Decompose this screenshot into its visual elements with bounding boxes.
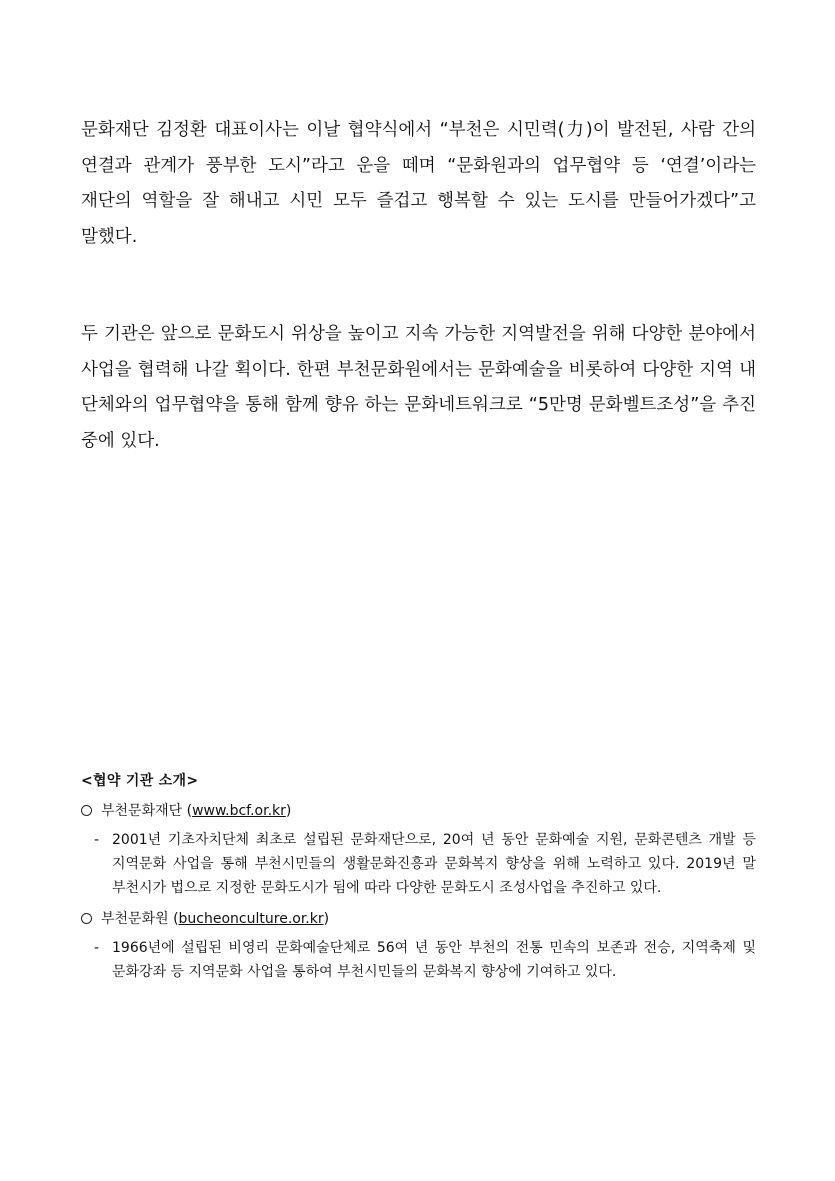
org-description-text: 1966년에 설립된 비영리 문화예술단체로 56여 년 동안 부천의 전통 민속의 보존과 전승, 지역축제 및 문화강좌 등 지역문화 사업을 통하여 부천시민들의 문화복지 향상에 기여하고 있다.: [112, 940, 756, 980]
org-website-link[interactable]: bucheonculture.or.kr: [178, 911, 324, 927]
agreement-institutions-section: [81, 770, 756, 992]
org-entry-bucheon-cultural-center: [81, 908, 756, 930]
dash-bullet: -: [94, 832, 100, 848]
circle-bullet-icon: [81, 805, 92, 816]
paren-close: ): [323, 911, 330, 927]
org-description-text: 2001년 기초자치단체 최초로 설립된 문화재단으로, 20여 년 동안 문화예술 지원, 문화콘텐츠 개발 등 지역문화 사업을 통해 부천시민들의 생활문화진흥과 문화복지 향상을 위해 노력하고 있다. 2019년 말 부천시가 법으로 지정한 문화도시가 됨에 따라 다양한 문화도시 조성사업을 추진하고 있다.: [112, 832, 756, 896]
org-name: 부천문화재단: [101, 803, 183, 819]
org-name: 부천문화원: [101, 911, 169, 927]
paren-open: (: [186, 803, 193, 819]
org-entry-bucheon-cultural-foundation: [81, 800, 756, 822]
body-paragraph-cooperation-plan: 두 기관은 앞으로 문화도시 위상을 높이고 지속 가능한 지역발전을 위해 다양한 분야에서 사업을 협력해 나갈 획이다. 한편 부천문화원에서는 문화예술을 비롯하여 다양한 지역 내 단체와의 업무협약을 통해 함께 향유 하는 문화네트워크로 “5만명 문화벨트조성”을 추진 중에 있다.: [81, 324, 756, 451]
org-description: [81, 936, 756, 984]
org-website-link[interactable]: www.bcf.or.kr: [192, 803, 286, 819]
paren-close: ): [285, 803, 292, 819]
circle-bullet-icon: [81, 913, 92, 924]
org-description: [81, 828, 756, 900]
section-heading: <협약 기관 소개>: [81, 773, 199, 789]
paren-open: (: [173, 911, 179, 927]
dash-bullet: -: [94, 940, 100, 956]
body-paragraph-ceo-statement: 문화재단 김정환 대표이사는 이날 협약식에서 “부천은 시민력(力)이 발전된, 사람 간의 연결과 관계가 풍부한 도시”라고 운을 떼며 “문화원과의 업무협약 등 ‘연결’이라는 재단의 역할을 잘 해내고 시민 모두 즐겁고 행복할 수 있는 도시를 만들어가겠다”고 말했다.: [81, 120, 756, 247]
